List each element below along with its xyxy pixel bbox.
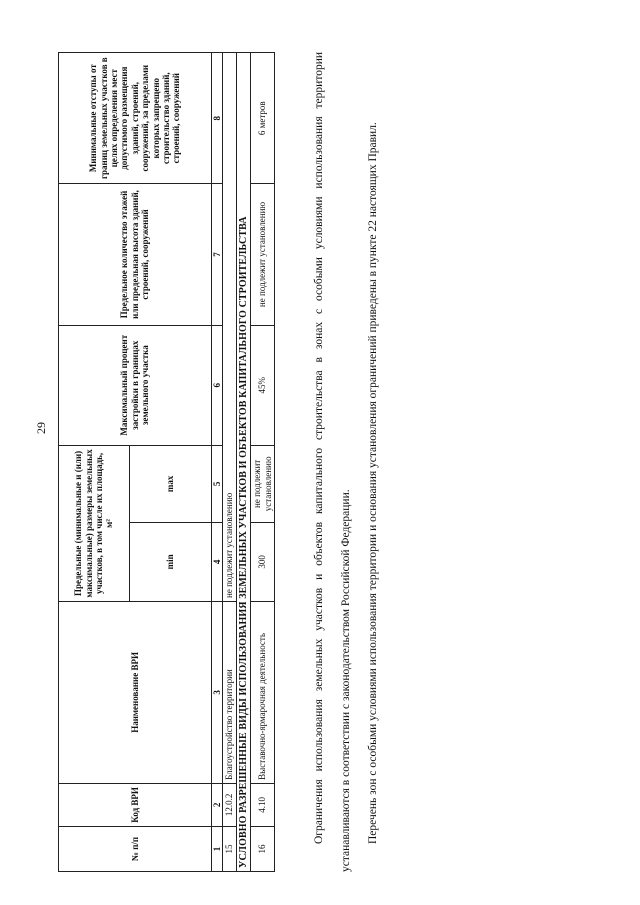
body-text xyxy=(306,52,387,872)
row-min: 300 xyxy=(251,522,275,601)
paragraph-zones-list: Перечень зон с особыми условиями использования территории и основания установления ограничений приведены в пункте 22 настоящих Правил. xyxy=(367,122,379,844)
index-cell: 8 xyxy=(212,53,223,184)
table-row xyxy=(223,53,236,872)
header-size-group: Предельные (минимальные и (или) максимальные) размеры земельных участков, в том числе их площадь, м² xyxy=(59,445,130,601)
index-cell: 4 xyxy=(212,522,223,601)
row-num: 16 xyxy=(251,826,275,871)
index-cell: 1 xyxy=(212,826,223,871)
row-code: 12.0.2 xyxy=(223,783,236,826)
header-max: max xyxy=(130,445,212,522)
header-name: Наименование ВРИ xyxy=(59,601,212,783)
row-name: Благоустройство территории xyxy=(223,601,236,783)
index-cell: 5 xyxy=(212,445,223,522)
row-merged-value: не подлежит установлению xyxy=(223,53,236,602)
section-row xyxy=(236,53,251,872)
header-floors: Предельное количество этажей или предельная высота зданий, строений, сооружений xyxy=(59,184,212,325)
header-min: min xyxy=(130,522,212,601)
section-title: УСЛОВНО РАЗРЕШЕННЫЕ ВИДЫ ИСПОЛЬЗОВАНИЯ ЗЕМЕЛЬНЫХ УЧАСТКОВ И ОБЪЕКТОВ КАПИТАЛЬНОГО СТРОИТЕЛЬСТВА xyxy=(236,53,251,872)
header-num: № п/п xyxy=(59,826,212,871)
row-indent: 6 метров xyxy=(251,53,275,184)
row-max: не подлежит установлению xyxy=(251,445,275,522)
row-name: Выставочно-ярмарочная деятельность xyxy=(251,601,275,783)
row-percent: 45% xyxy=(251,325,275,445)
index-cell: 3 xyxy=(212,601,223,783)
row-code: 4.10 xyxy=(251,783,275,826)
index-cell: 7 xyxy=(212,184,223,325)
rotated-page-content xyxy=(58,52,388,872)
header-percent: Максимальный процент застройки в границах земельного участка xyxy=(59,325,212,445)
page-number: 29 xyxy=(34,422,48,434)
row-num: 15 xyxy=(223,826,236,871)
header-indent: Минимальные отступы от границ земельных участков в целях определения мест допустимого размещения зданий, строений, сооружений, за пределами которых запрещено строительство зданий, строений, сооружений xyxy=(59,53,212,184)
header-code: Код ВРИ xyxy=(59,783,212,826)
index-cell: 6 xyxy=(212,325,223,445)
row-floors: не подлежит установлению xyxy=(251,184,275,325)
paragraph-restrictions: Ограничения использования земельных участков и объектов капитального строительства в зонах с особыми условиями использования территории устанавливаются в соответствии с законодательством Российской Федерации. xyxy=(313,52,352,872)
zoning-table xyxy=(58,52,275,872)
index-row xyxy=(212,53,223,872)
table-row xyxy=(251,53,275,872)
index-cell: 2 xyxy=(212,783,223,826)
table-header-row xyxy=(59,53,130,872)
